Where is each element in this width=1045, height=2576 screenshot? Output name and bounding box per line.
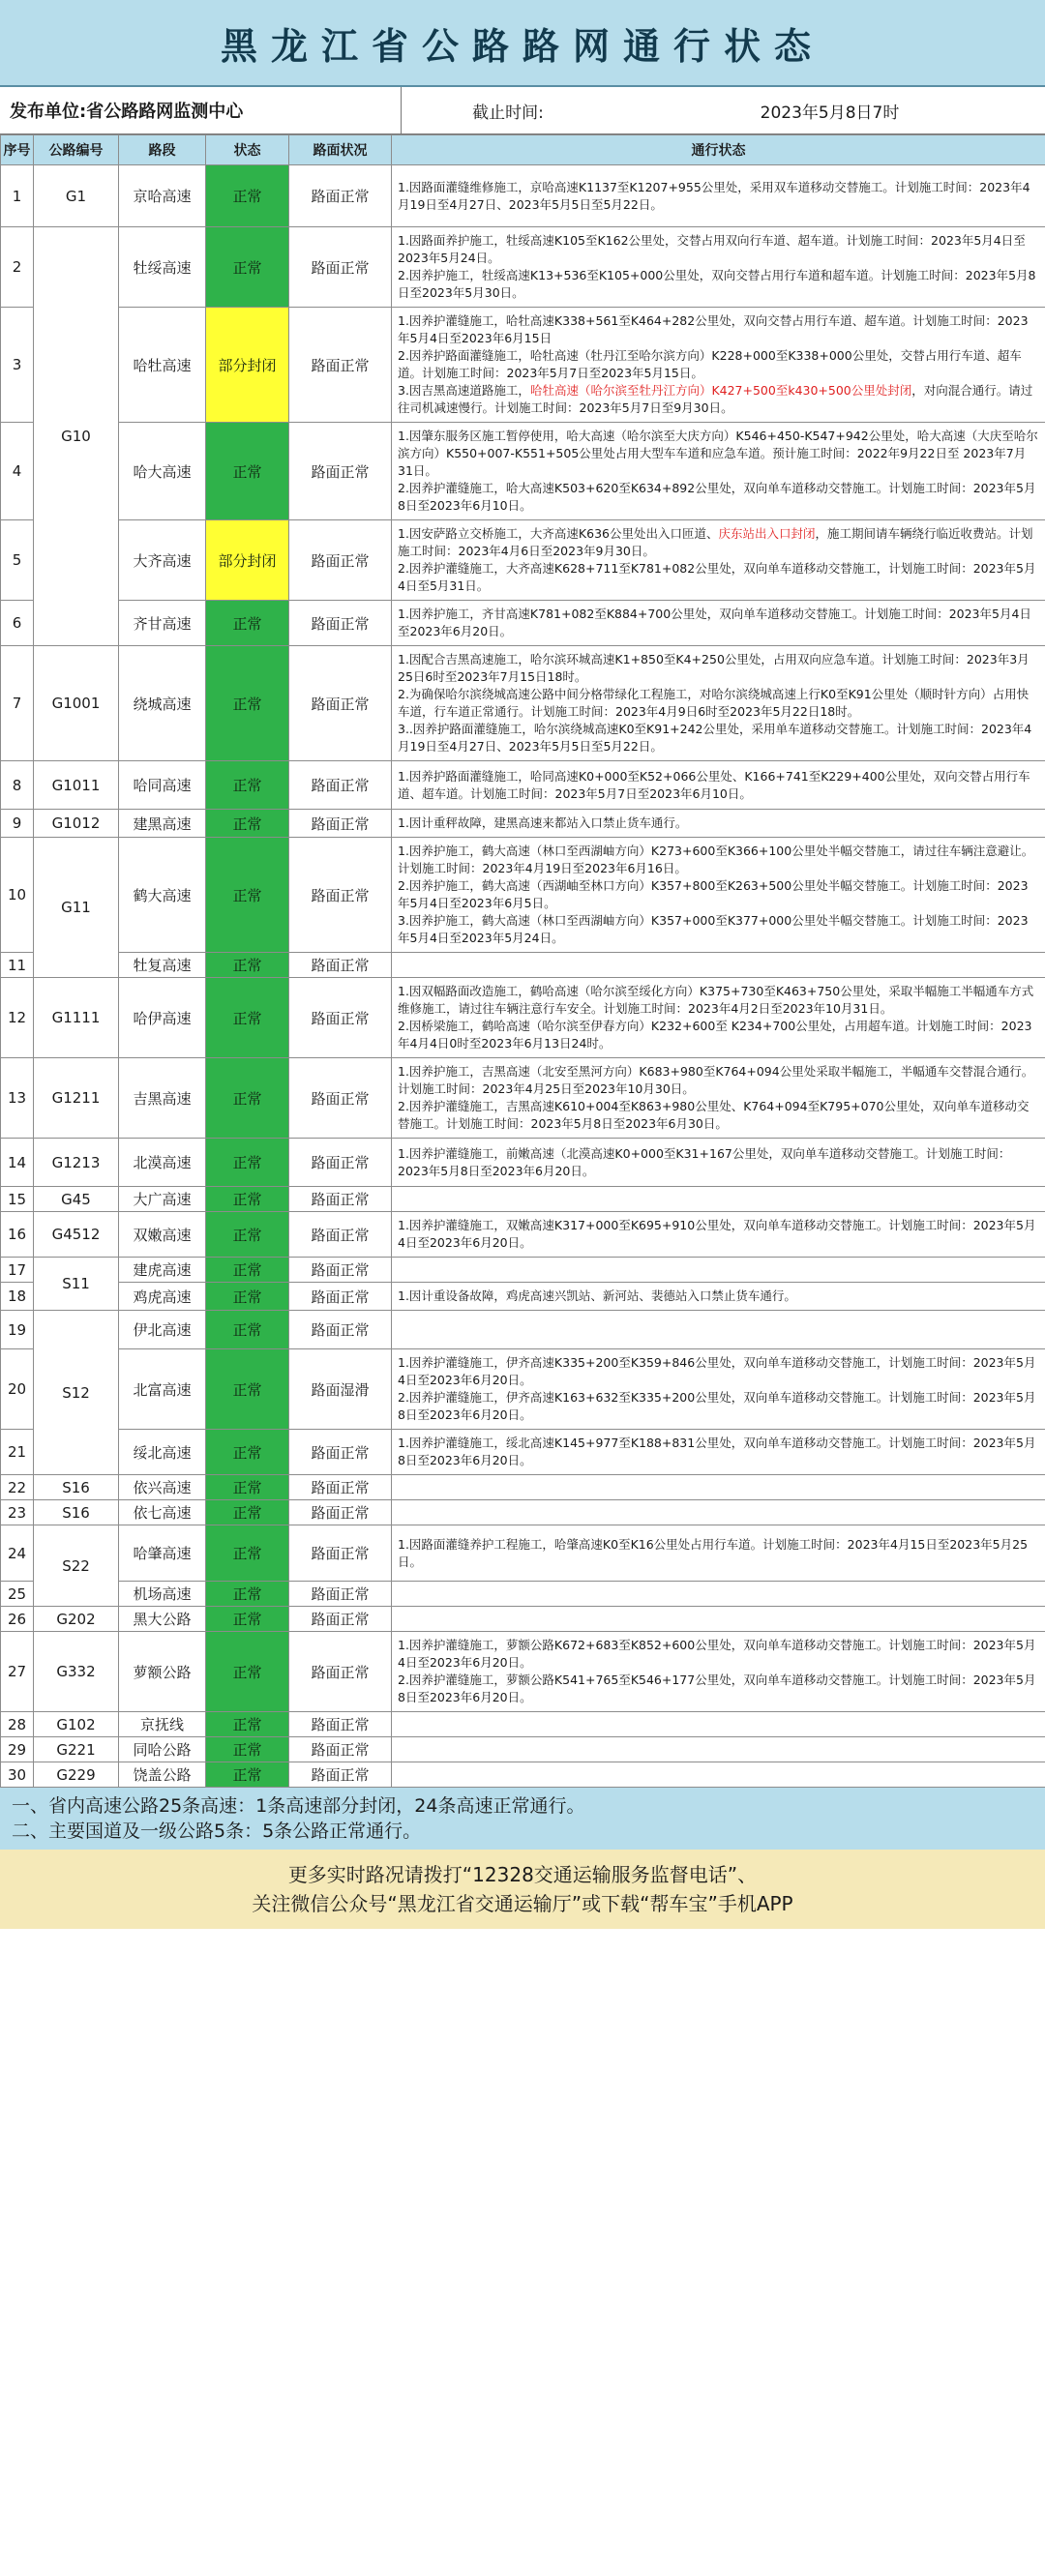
table-row <box>1 423 1045 520</box>
traffic-info <box>392 1139 1045 1187</box>
summary-box <box>0 1788 1045 1850</box>
road-section: 伊北高速 <box>119 1311 206 1349</box>
traffic-info <box>392 308 1045 423</box>
info-text: 2.因养护灌缝施工，吉黑高速K610+004至K863+980公里处、K764+094至K795+070公里处，双向单车道移动交替施工。计划施工时间：2023年5月8日至2023年6月30日。 <box>398 1099 1030 1131</box>
info-line <box>398 814 1039 832</box>
table-row <box>1 1283 1045 1311</box>
road-section: 哈同高速 <box>119 761 206 810</box>
road-surface: 路面正常 <box>289 1712 392 1737</box>
traffic-info <box>392 227 1045 308</box>
road-section: 京抚线 <box>119 1712 206 1737</box>
road-section: 齐甘高速 <box>119 601 206 646</box>
table-row <box>1 761 1045 810</box>
table-header-row <box>1 135 1045 165</box>
road-surface: 路面正常 <box>289 520 392 601</box>
traffic-info <box>392 423 1045 520</box>
traffic-info <box>392 1525 1045 1582</box>
traffic-info <box>392 1187 1045 1212</box>
traffic-info <box>392 1311 1045 1349</box>
info-text: 1.因养护灌缝施工，伊齐高速K335+200至K359+846公里处，双向单车道移动交替施工，计划施工时间：2023年5月4日至2023年6月20日。 <box>398 1355 1036 1387</box>
status-badge: 正常 <box>206 1311 289 1349</box>
road-surface: 路面正常 <box>289 810 392 838</box>
road-surface: 路面正常 <box>289 1058 392 1139</box>
info-line <box>398 1536 1039 1571</box>
status-badge: 正常 <box>206 601 289 646</box>
road-code: G11 <box>34 838 119 978</box>
table-row <box>1 601 1045 646</box>
info-text: 1.因路面养护施工，牡绥高速K105至K162公里处，交替占用双向行车道、超车道。计划施工时间：2023年5月4日至2023年5月24日。 <box>398 233 1026 265</box>
info-line <box>398 1637 1039 1672</box>
row-number: 12 <box>1 978 34 1058</box>
road-code: G45 <box>34 1187 119 1212</box>
road-code: G102 <box>34 1712 119 1737</box>
road-surface: 路面正常 <box>289 1283 392 1311</box>
table-row <box>1 646 1045 761</box>
traffic-info <box>392 1349 1045 1430</box>
traffic-info <box>392 601 1045 646</box>
road-section: 黑大公路 <box>119 1607 206 1632</box>
col-header-road: 路面状况 <box>289 135 392 165</box>
info-line <box>398 480 1039 515</box>
table-row <box>1 1607 1045 1632</box>
road-section: 牡绥高速 <box>119 227 206 308</box>
status-badge: 正常 <box>206 1258 289 1283</box>
status-badge: 部分封闭 <box>206 520 289 601</box>
info-text: 1.因计重秤故障，建黑高速来都站入口禁止货车通行。 <box>398 815 688 830</box>
road-section: 牡复高速 <box>119 953 206 978</box>
info-text: 1.因养护灌缝施工，前嫩高速（北漠高速K0+000至K31+167公里处，双向单车道移动交替施工。计划施工时间：2023年5月8日至2023年6月20日。 <box>398 1145 1011 1178</box>
traffic-info <box>392 838 1045 953</box>
info-text: 1.因养护灌缝施工，双嫩高速K317+000至K695+910公里处，双向单车道移动交替施工。计划施工时间：2023年5月4日至2023年6月20日。 <box>398 1218 1036 1250</box>
road-code: G1012 <box>34 810 119 838</box>
road-surface: 路面正常 <box>289 1139 392 1187</box>
status-badge: 部分封闭 <box>206 308 289 423</box>
traffic-info <box>392 761 1045 810</box>
table-row <box>1 1632 1045 1712</box>
traffic-info <box>392 1737 1045 1762</box>
road-section: 吉黑高速 <box>119 1058 206 1139</box>
road-section: 绥北高速 <box>119 1430 206 1475</box>
row-number: 24 <box>1 1525 34 1582</box>
road-surface: 路面正常 <box>289 1525 392 1582</box>
row-number: 14 <box>1 1139 34 1187</box>
road-section: 哈牡高速 <box>119 308 206 423</box>
status-badge: 正常 <box>206 646 289 761</box>
info-text: 2.因养护路面灌缝施工，哈牡高速（牡丹江至哈尔滨方向）K228+000至K338+000公里处，交替占用行车道、超车道。计划施工时间：2023年5月7日至2023年5月15日。 <box>398 348 1022 380</box>
status-badge: 正常 <box>206 1283 289 1311</box>
status-badge: 正常 <box>206 810 289 838</box>
info-text: 1.因养护灌缝施工，哈牡高速K338+561至K464+282公里处，双向交替占用行车道、超车道。计划施工时间：2023年5月4日至2023年6月15日 <box>398 313 1029 345</box>
row-number: 7 <box>1 646 34 761</box>
row-number: 2 <box>1 227 34 308</box>
road-section: 饶盖公路 <box>119 1762 206 1788</box>
road-section: 哈大高速 <box>119 423 206 520</box>
col-header-no: 序号 <box>1 135 34 165</box>
road-code: G1 <box>34 165 119 227</box>
traffic-info <box>392 1258 1045 1283</box>
road-section: 北漠高速 <box>119 1139 206 1187</box>
info-text: 1.因养护施工，吉黑高速（北安至黑河方向）K683+980至K764+094公里处采取半幅施工，半幅通车交替混合通行。计划施工时间：2023年4月25日至2023年10月30日。 <box>398 1064 1034 1096</box>
info-text-tail: ，施工期间请车辆绕行临近收费站。计划施工时间：2023年4月6日至2023年9月30日。 <box>398 526 1033 558</box>
row-number: 22 <box>1 1475 34 1500</box>
row-number: 27 <box>1 1632 34 1712</box>
road-section: 北富高速 <box>119 1349 206 1430</box>
table-row <box>1 953 1045 978</box>
road-surface: 路面正常 <box>289 646 392 761</box>
table-row <box>1 308 1045 423</box>
col-header-code: 公路编号 <box>34 135 119 165</box>
road-section: 依七高速 <box>119 1500 206 1525</box>
road-code: G4512 <box>34 1212 119 1258</box>
info-line <box>398 1145 1039 1180</box>
row-number: 17 <box>1 1258 34 1283</box>
info-text: 2.因养护施工，鹤大高速（西湖岫至林口方向）K357+800至K263+500公里处半幅交替施工。计划施工时间：2023年5月4日至2023年6月5日。 <box>398 878 1029 910</box>
info-line <box>398 1018 1039 1052</box>
road-surface: 路面湿滑 <box>289 1349 392 1430</box>
banner-line-2: 关注微信公众号“黑龙江省交通运输厅”或下载“帮车宝”手机APP <box>252 1892 793 1915</box>
road-section: 大广高速 <box>119 1187 206 1212</box>
road-surface: 路面正常 <box>289 423 392 520</box>
info-alert-text: 庆东站出入口封闭 <box>718 526 816 541</box>
traffic-info <box>392 1475 1045 1500</box>
info-line <box>398 768 1039 803</box>
table-row <box>1 1500 1045 1525</box>
road-section: 双嫩高速 <box>119 1212 206 1258</box>
table-row <box>1 978 1045 1058</box>
road-surface: 路面正常 <box>289 1430 392 1475</box>
row-number: 8 <box>1 761 34 810</box>
info-line <box>398 1389 1039 1424</box>
info-line <box>398 560 1039 595</box>
status-badge: 正常 <box>206 165 289 227</box>
page-title: 黑龙江省公路路网通行状态 <box>220 23 824 68</box>
status-badge: 正常 <box>206 838 289 953</box>
road-code: G1011 <box>34 761 119 810</box>
row-number: 16 <box>1 1212 34 1258</box>
road-section: 大齐高速 <box>119 520 206 601</box>
info-line <box>398 179 1039 214</box>
traffic-info <box>392 1430 1045 1475</box>
info-line <box>398 267 1039 302</box>
table-row <box>1 1475 1045 1500</box>
road-code: S11 <box>34 1258 119 1311</box>
traffic-info <box>392 1212 1045 1258</box>
status-table <box>0 134 1045 1788</box>
info-line <box>398 651 1039 686</box>
table-row <box>1 1712 1045 1737</box>
info-line <box>398 843 1039 877</box>
traffic-info <box>392 810 1045 838</box>
info-line <box>398 606 1039 640</box>
road-code: S12 <box>34 1311 119 1475</box>
deadline-label: 截止时间: <box>472 103 544 123</box>
meta-bar <box>0 87 1045 134</box>
road-surface: 路面正常 <box>289 1258 392 1283</box>
info-text: 3.因吉黑高速道路施工， <box>398 383 530 398</box>
status-badge: 正常 <box>206 1632 289 1712</box>
road-surface: 路面正常 <box>289 601 392 646</box>
info-line <box>398 382 1039 417</box>
info-text: 1.因双幅路面改造施工，鹤哈高速（哈尔滨至绥化方向）K375+730至K463+750公里处，采取半幅施工半幅通车方式维修施工，请过往车辆注意行车安全。计划施工时间：2023年4月2日至2023年10月31日。 <box>398 984 1034 1016</box>
road-section: 哈肇高速 <box>119 1525 206 1582</box>
row-number: 15 <box>1 1187 34 1212</box>
road-surface: 路面正常 <box>289 1475 392 1500</box>
table-row <box>1 227 1045 308</box>
col-header-status: 状态 <box>206 135 289 165</box>
traffic-info <box>392 1582 1045 1607</box>
info-text: 1.因肇东服务区施工暂停使用，哈大高速（哈尔滨至大庆方向）K546+450-K547+942公里处，哈大高速（大庆至哈尔滨方向）K550+007-K551+505公里处占用大型车车道和应急车道。预计施工时间：2022年9月22日至 2023年7月31日。 <box>398 429 1038 478</box>
info-text: 2.因养护灌缝施工，哈大高速K503+620至K634+892公里处，双向单车道移动交替施工。计划施工时间：2023年5月8日至2023年6月10日。 <box>398 481 1036 513</box>
row-number: 19 <box>1 1311 34 1349</box>
status-badge: 正常 <box>206 1430 289 1475</box>
table-row <box>1 1349 1045 1430</box>
row-number: 29 <box>1 1737 34 1762</box>
road-surface: 路面正常 <box>289 1311 392 1349</box>
info-text: 1.因养护灌缝施工，绥北高速K145+977至K188+831公里处，双向单车道移动交替施工。计划施工时间：2023年5月8日至2023年6月20日。 <box>398 1436 1036 1467</box>
summary-line-2: 二、主要国道及一级公路5条：5条公路正常通行。 <box>12 1821 422 1842</box>
status-badge: 正常 <box>206 1607 289 1632</box>
info-line <box>398 983 1039 1018</box>
traffic-info <box>392 1762 1045 1788</box>
road-section: 京哈高速 <box>119 165 206 227</box>
info-line <box>398 1217 1039 1252</box>
table-row <box>1 1212 1045 1258</box>
road-surface: 路面正常 <box>289 1737 392 1762</box>
row-number: 4 <box>1 423 34 520</box>
road-code: G202 <box>34 1607 119 1632</box>
table-row <box>1 1187 1045 1212</box>
info-line <box>398 232 1039 267</box>
traffic-info <box>392 1607 1045 1632</box>
row-number: 23 <box>1 1500 34 1525</box>
road-surface: 路面正常 <box>289 1582 392 1607</box>
status-badge: 正常 <box>206 978 289 1058</box>
road-surface: 路面正常 <box>289 227 392 308</box>
road-code: G1111 <box>34 978 119 1058</box>
status-badge: 正常 <box>206 1762 289 1788</box>
status-badge: 正常 <box>206 423 289 520</box>
table-row <box>1 838 1045 953</box>
status-badge: 正常 <box>206 1058 289 1139</box>
status-badge: 正常 <box>206 1500 289 1525</box>
banner-line-1: 更多实时路况请拨打“12328交通运输服务监督电话”、 <box>287 1863 758 1886</box>
info-line <box>398 721 1039 755</box>
table-row <box>1 1058 1045 1139</box>
info-line <box>398 428 1039 480</box>
traffic-info <box>392 1283 1045 1311</box>
traffic-info <box>392 520 1045 601</box>
table-row <box>1 1762 1045 1788</box>
road-code: S16 <box>34 1475 119 1500</box>
info-line <box>398 1672 1039 1706</box>
row-number: 1 <box>1 165 34 227</box>
road-section: 鸡虎高速 <box>119 1283 206 1311</box>
traffic-info <box>392 1632 1045 1712</box>
road-surface: 路面正常 <box>289 308 392 423</box>
info-text: 2.因养护施工，牡绥高速K13+536至K105+000公里处，双向交替占用行车道和超车道。计划施工时间：2023年5月8日至2023年5月30日。 <box>398 268 1036 300</box>
row-number: 30 <box>1 1762 34 1788</box>
info-text: 1.因配合吉黑高速施工，哈尔滨环城高速K1+850至K4+250公里处，占用双向应急车道。计划施工时间：2023年3月25日6时至2023年7月15日18时。 <box>398 652 1030 684</box>
road-code: G1001 <box>34 646 119 761</box>
table-row <box>1 1139 1045 1187</box>
info-alert-text: 哈牡高速（哈尔滨至牡丹江方向）K427+500至k430+500公里处封闭 <box>529 383 912 398</box>
info-text: 1.因路面灌缝养护工程施工，哈肇高速K0至K16公里处占用行车道。计划施工时间：2023年4月15日至2023年5月25日。 <box>398 1536 1029 1569</box>
table-row <box>1 165 1045 227</box>
contact-banner <box>0 1850 1045 1929</box>
road-section: 建虎高速 <box>119 1258 206 1283</box>
info-line <box>398 1098 1039 1133</box>
row-number: 18 <box>1 1283 34 1311</box>
status-badge: 正常 <box>206 227 289 308</box>
table-row <box>1 1258 1045 1283</box>
col-header-section: 路段 <box>119 135 206 165</box>
info-text: 1.因安萨路立交桥施工，大齐高速K636公里处出入口匝道、 <box>398 526 719 541</box>
row-number: 28 <box>1 1712 34 1737</box>
info-text: 2.因养护灌缝施工，萝额公路K541+765至K546+177公里处，双向单车道移动交替施工。计划施工时间：2023年5月8日至2023年6月20日。 <box>398 1673 1036 1704</box>
traffic-info <box>392 1712 1045 1737</box>
status-badge: 正常 <box>206 1582 289 1607</box>
info-text: 1.因养护路面灌缝施工，哈同高速K0+000至K52+066公里处、K166+741至K229+400公里处，双向交替占用行车道、超车道。计划施工时间：2023年5月7日至2023年6月10日。 <box>398 768 1030 801</box>
road-section: 萝额公路 <box>119 1632 206 1712</box>
status-badge: 正常 <box>206 1139 289 1187</box>
status-badge: 正常 <box>206 761 289 810</box>
row-number: 3 <box>1 308 34 423</box>
row-number: 26 <box>1 1607 34 1632</box>
info-text: 1.因路面灌缝维修施工，京哈高速K1137至K1207+955公里处，采用双车道移动交替施工。计划施工时间：2023年4月19日至4月27日、2023年5月5日至5月22日。 <box>398 179 1030 212</box>
row-number: 6 <box>1 601 34 646</box>
info-text: 1.因养护灌缝施工，萝额公路K672+683至K852+600公里处，双向单车道移动交替施工。计划施工时间：2023年5月4日至2023年6月20日。 <box>398 1638 1036 1670</box>
publisher-label: 发布单位:省公路路网监测中心 <box>0 87 402 133</box>
info-line <box>398 1288 1039 1305</box>
road-surface: 路面正常 <box>289 1762 392 1788</box>
deadline-block <box>402 87 1045 133</box>
title-bar <box>0 0 1045 87</box>
road-code: G10 <box>34 227 119 646</box>
road-section: 建黑高速 <box>119 810 206 838</box>
road-surface: 路面正常 <box>289 953 392 978</box>
traffic-info <box>392 1500 1045 1525</box>
traffic-info <box>392 953 1045 978</box>
status-badge: 正常 <box>206 1525 289 1582</box>
road-section: 鹤大高速 <box>119 838 206 953</box>
traffic-info <box>392 165 1045 227</box>
road-section: 机场高速 <box>119 1582 206 1607</box>
info-text: 1.因养护施工，鹤大高速（林口至西湖岫方向）K273+600至K366+100公里处半幅交替施工，请过往车辆注意避让。计划施工时间：2023年4月19日至2023年6月16日。 <box>398 844 1034 875</box>
road-code: S16 <box>34 1500 119 1525</box>
road-section: 同哈公路 <box>119 1737 206 1762</box>
status-badge: 正常 <box>206 1737 289 1762</box>
status-badge: 正常 <box>206 1475 289 1500</box>
info-line <box>398 1063 1039 1098</box>
col-header-info: 通行状态 <box>392 135 1045 165</box>
status-badge: 正常 <box>206 1712 289 1737</box>
row-number: 9 <box>1 810 34 838</box>
info-text: 2.因养护灌缝施工，大齐高速K628+711至K781+082公里处，双向单车道移动交替施工，计划施工时间：2023年5月4日至5月31日。 <box>398 561 1036 593</box>
road-surface: 路面正常 <box>289 165 392 227</box>
table-row <box>1 1737 1045 1762</box>
summary-line-1: 一、省内高速公路25条高速：1条高速部分封闭，24条高速正常通行。 <box>12 1795 585 1817</box>
road-surface: 路面正常 <box>289 1607 392 1632</box>
road-surface: 路面正常 <box>289 1187 392 1212</box>
status-badge: 正常 <box>206 1212 289 1258</box>
road-code: G221 <box>34 1737 119 1762</box>
info-line <box>398 1435 1039 1469</box>
road-surface: 路面正常 <box>289 1500 392 1525</box>
road-surface: 路面正常 <box>289 978 392 1058</box>
row-number: 11 <box>1 953 34 978</box>
table-body <box>1 165 1045 1788</box>
status-badge: 正常 <box>206 953 289 978</box>
info-line <box>398 525 1039 560</box>
road-code: G229 <box>34 1762 119 1788</box>
traffic-info <box>392 1058 1045 1139</box>
road-code: G332 <box>34 1632 119 1712</box>
info-line <box>398 912 1039 947</box>
info-text: 3..因养护路面灌缝施工，哈尔滨绕城高速K0至K91+242公里处，采用单车道移动交替施工。计划施工时间：2023年4月19日至4月27日、2023年5月5日至5月22日。 <box>398 722 1032 754</box>
road-surface: 路面正常 <box>289 1212 392 1258</box>
table-row <box>1 1582 1045 1607</box>
table-row <box>1 1430 1045 1475</box>
deadline-value: 2023年5月8日7时 <box>760 103 900 123</box>
road-surface: 路面正常 <box>289 761 392 810</box>
info-text: 3.因养护施工，鹤大高速（林口至西湖岫方向）K357+000至K377+000公里处半幅交替施工。计划施工时间：2023年5月4日至2023年5月24日。 <box>398 913 1029 945</box>
status-badge: 正常 <box>206 1187 289 1212</box>
info-line <box>398 686 1039 721</box>
info-text: 2.因养护灌缝施工，伊齐高速K163+632至K335+200公里处，双向单车道移动交替施工。计划施工时间：2023年5月8日至2023年6月20日。 <box>398 1390 1036 1422</box>
info-line <box>398 347 1039 382</box>
table-row <box>1 520 1045 601</box>
road-surface: 路面正常 <box>289 1632 392 1712</box>
road-code: G1213 <box>34 1139 119 1187</box>
road-code: S22 <box>34 1525 119 1607</box>
row-number: 10 <box>1 838 34 953</box>
info-line <box>398 1354 1039 1389</box>
road-section: 依兴高速 <box>119 1475 206 1500</box>
row-number: 25 <box>1 1582 34 1607</box>
traffic-info <box>392 646 1045 761</box>
row-number: 21 <box>1 1430 34 1475</box>
table-row <box>1 1525 1045 1582</box>
road-code: G1211 <box>34 1058 119 1139</box>
info-text: 2.为确保哈尔滨绕城高速公路中间分格带绿化工程施工，对哈尔滨绕城高速上行K0至K91公里处（顺时针方向）占用快车道，行车道正常通行。计划施工时间：2023年4月9日6时至2023年5月22日18时。 <box>398 687 1030 719</box>
table-row <box>1 1311 1045 1349</box>
info-text: 1.因养护施工，齐甘高速K781+082至K884+700公里处，双向单车道移动交替施工。计划施工时间：2023年5月4日至2023年6月20日。 <box>398 607 1031 638</box>
table-row <box>1 810 1045 838</box>
info-text: 1.因计重设备故障，鸡虎高速兴凯站、新河站、裴德站入口禁止货车通行。 <box>398 1288 796 1303</box>
info-text-tail: ，对向混合通行。请过往司机减速慢行。计划施工时间：2023年5月7日至9月30日。 <box>398 383 1033 415</box>
road-section: 绕城高速 <box>119 646 206 761</box>
road-section: 哈伊高速 <box>119 978 206 1058</box>
row-number: 5 <box>1 520 34 601</box>
info-line <box>398 312 1039 347</box>
info-line <box>398 877 1039 912</box>
status-badge: 正常 <box>206 1349 289 1430</box>
info-text: 2.因桥梁施工，鹤哈高速（哈尔滨至伊春方向）K232+600至 K234+700公里处，占用超车道。计划施工时间：2023年4月4日0时至2023年6月13日24时。 <box>398 1019 1032 1051</box>
row-number: 20 <box>1 1349 34 1430</box>
traffic-info <box>392 978 1045 1058</box>
row-number: 13 <box>1 1058 34 1139</box>
road-surface: 路面正常 <box>289 838 392 953</box>
